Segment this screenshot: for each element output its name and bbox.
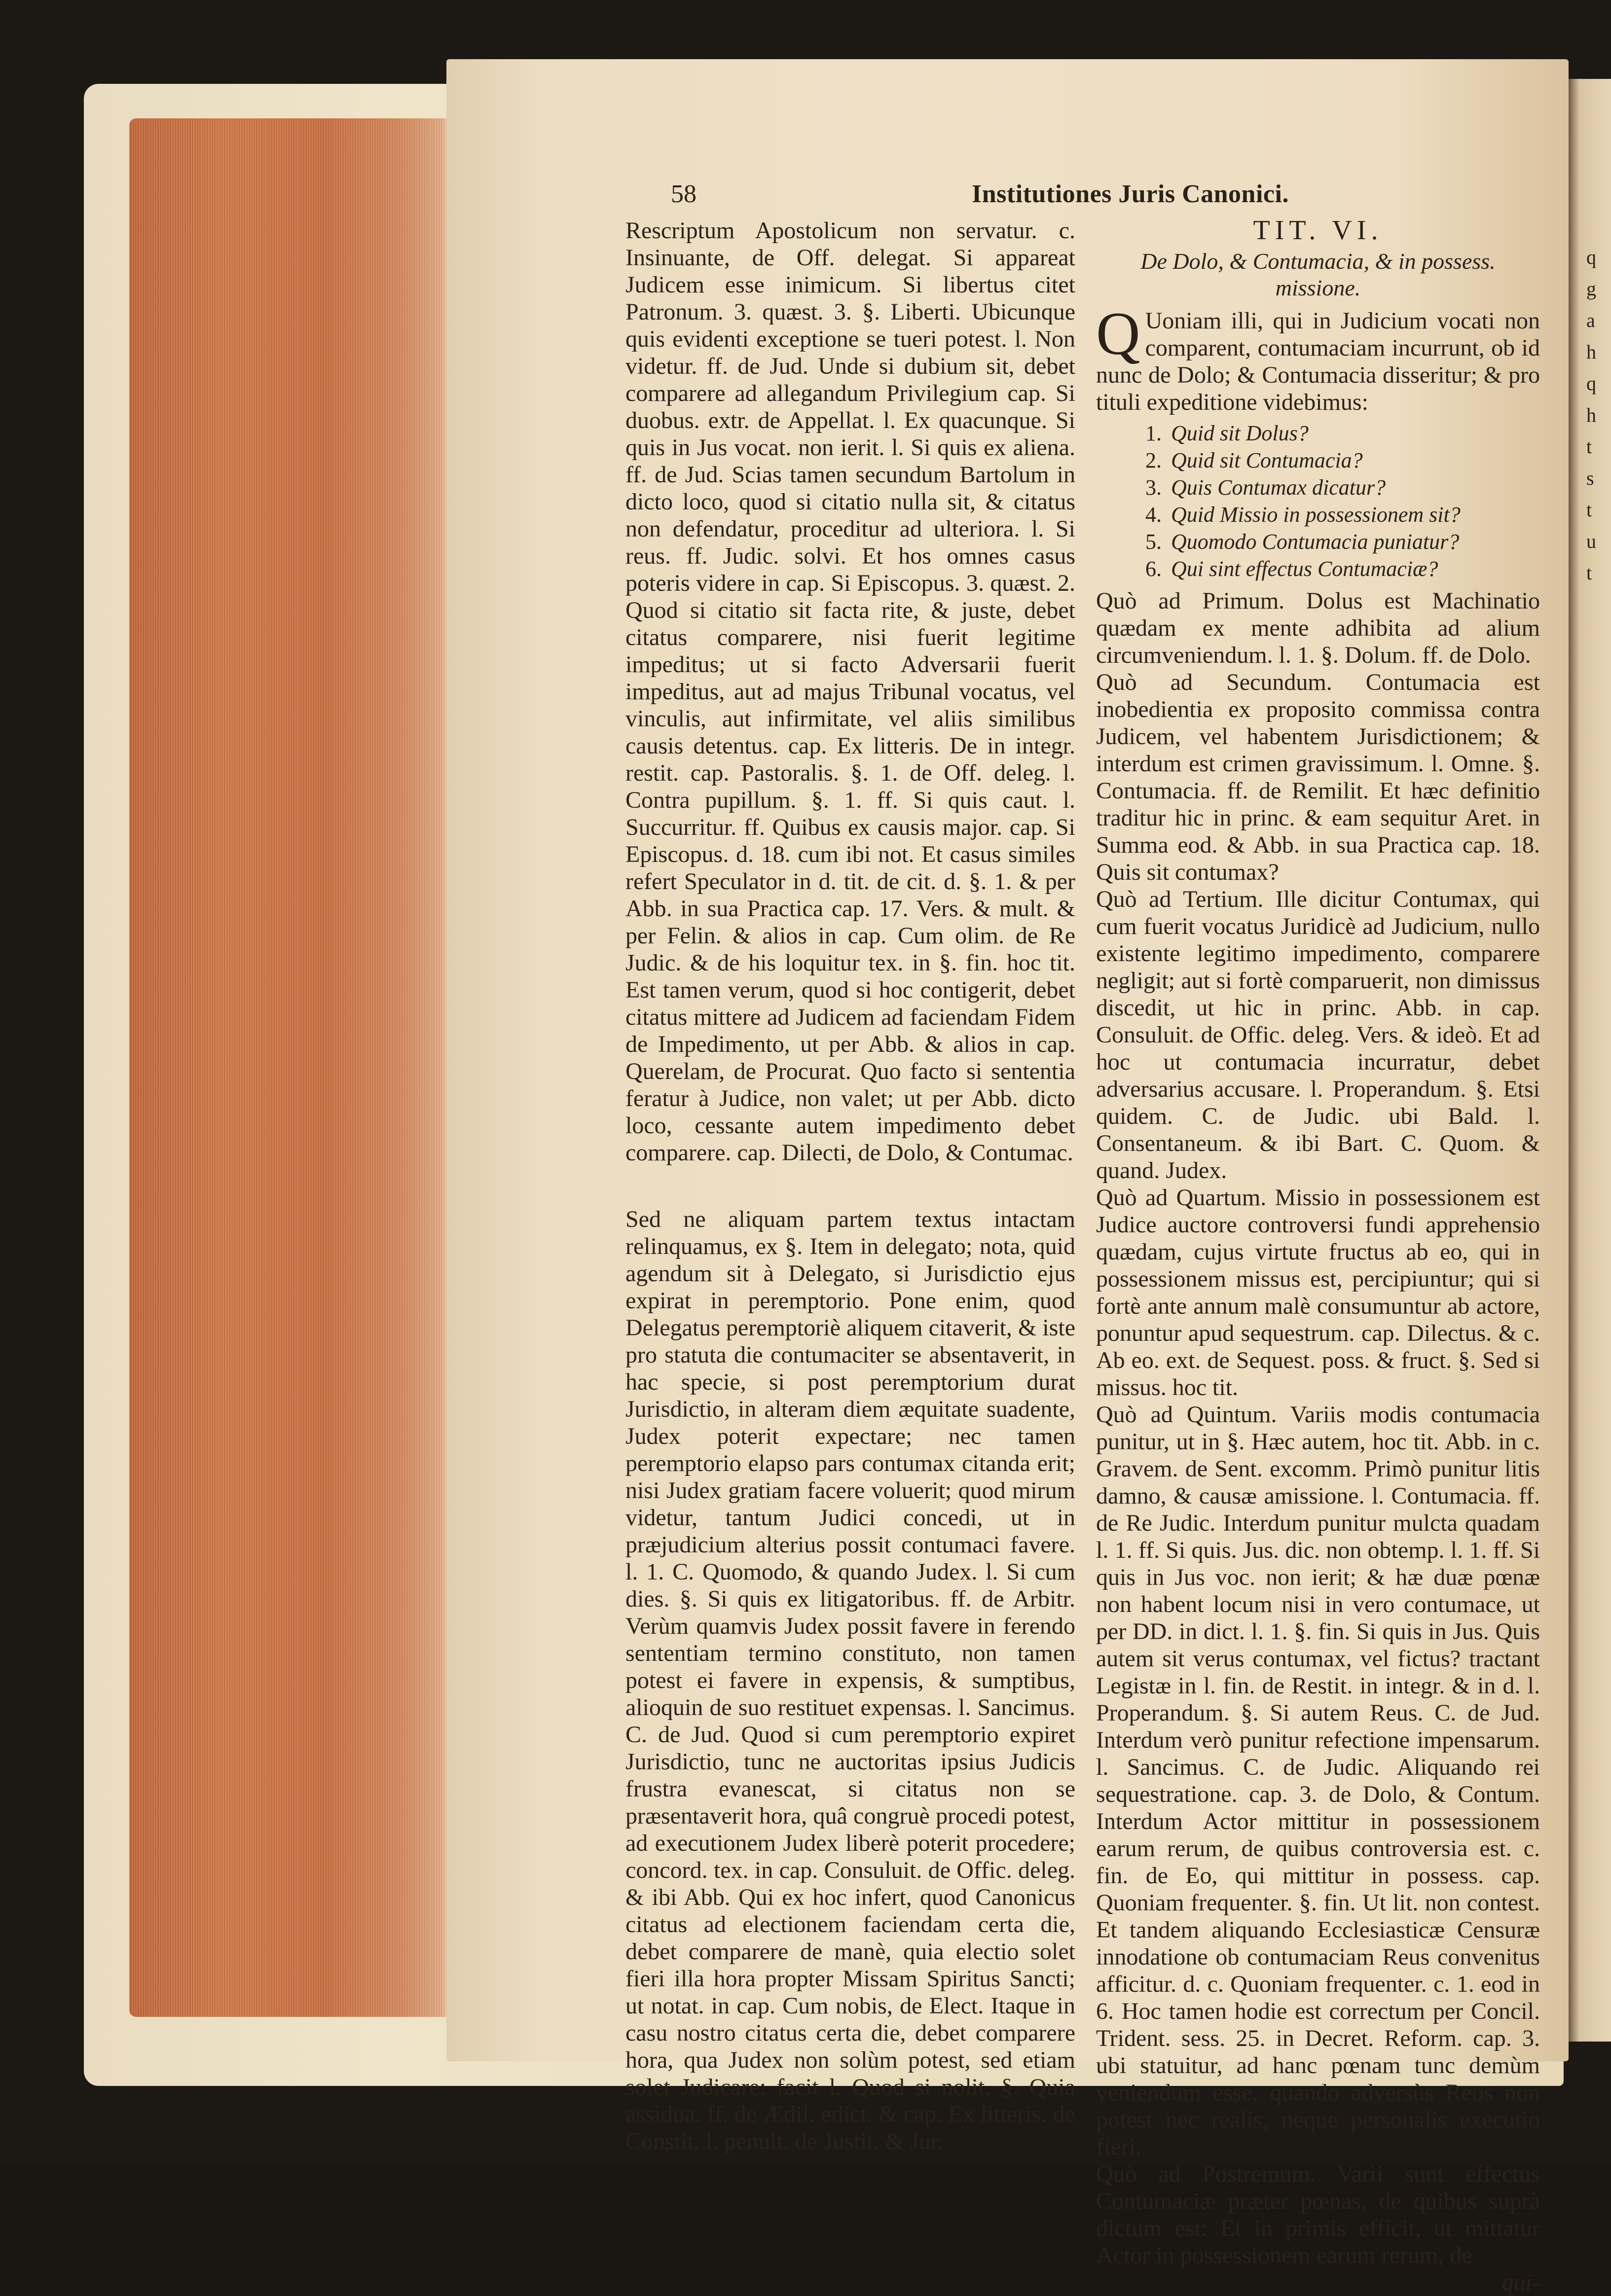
paragraph: Quò ad Quintum. Variis modis contumacia punitur, ut in §. Hæc autem, hoc tit. Abb. in c. Gravem. de Sent. excomm. Primò punitur litis damno, & causæ amissione. l. Contumacia. ff. de Re Judic. Interdum punitur mulcta quadam l. 1. ff. Si quis. Jus. dic. non obtemp. l. 1. ff. Si quis in Jus voc. non ierit; & hæ duæ pœnæ non habent locum nisi in vero contumace, ut per DD. in dict. l. 1. §. fin. Si quis in Jus. Quis autem sit verus contumax, vel fictus? tractant Legistæ in l. fin. de Restit. in integr. & in d. l. Properandum. §. Si autem Reus. C. de Jud. Interdum verò punitur refectione impensarum. l. Sancimus. C. de Judic. Aliquando rei sequestratione. cap. 3. de Dolo, & Contum. Interdum Actor mittitur in possessionem earum rerum, de quibus controversia est. c. fin. de Eo, qui mittitur in possess. cap. Quoniam frequenter. §. fin. Ut lit. non contest. Et tandem aliquando Ecclesiasticæ Censuræ innodatione ob contumaciam Reus convenitus afficitur. d. c. Quoniam frequenter. c. 1. eod in 6. Hoc tamen hodie est correctum per Concil. Trident. sess. 25. in Decret. Reform. cap. 3. ubi statuitur, ad hanc pœnam tunc demùm veniendum esse, quando adversùs Reos non potest nec realis, neque personalis executio fieri. bbox=[1096, 1401, 1540, 2160]
paragraph: Rescriptum Apostolicum non servatur. c. Insinuante, de Off. delegat. Si appareat Judicem esse inimicum. Si libertus citet Patronum. 3. quæst. 3. §. Liberti. Ubicunque quis evidenti exceptione se tueri potest. l. Non videtur. ff. de Jud. Unde si dubium sit, debet comparere ad allegandum Privilegium cap. Si duobus. extr. de Appellat. l. Ex quacunque. Si quis in Jus vocat. non ierit. l. Si quis ex aliena. ff. de Jud. Scias tamen secundum Bartolum in dicto loco, quod si citatio nulla sit, & citatus non defendatur, proceditur ad ulteriora. l. Si reus. ff. Judic. solvi. Et hos omnes casus poteris videre in cap. Si Episcopus. 3. quæst. 2. Quod si citatio sit facta rite, & juste, debet citatus comparere, nisi fuerit legitime impeditus; ut si facto Adversarii fuerit impeditus, aut ad majus Tribunal vocatus, vel vinculis, aut infirmitate, vel aliis similibus causis detentus. cap. Ex litteris. De in integr. restit. cap. Pastoralis. §. 1. de Off. deleg. l. Contra pupillum. §. 1. ff. Si quis caut. l. Succurritur. ff. Quibus ex causis major. cap. Si Episcopus. d. 18. cum ibi not. Et casus similes refert Speculator in d. tit. de cit. d. §. 1. & per Abb. in sua Practica cap. 17. Vers. & mult. & per Felin. & alios in cap. Cum olim. de Re Judic. & de his loquitur tex. in §. fin. hoc tit. Est tamen verum, quod si hoc contigerit, debet citatus mittere ad Judicem ad faciendam Fidem de Impedimento, ut per Abb. & alios in cap. Querelam, de Procurat. Quo facto si sententia feratur à Judice, non valet; ut per Abb. dicto loco, cessante autem impedimento debet comparere. cap. Dilecti, de Dolo, & Contumac. bbox=[625, 217, 1075, 1166]
paragraph: Quò ad Postremum. Varii sunt effectus Contumaciæ præter pœnas, de quibus suprà dictum est: Et in primis efficit, ut mittatur Actor in possessionem earum rerum, de bbox=[1096, 2161, 1540, 2268]
question-number: 2. bbox=[1145, 448, 1162, 472]
question-text: Quid sit Dolus? bbox=[1171, 421, 1309, 445]
question-list bbox=[1096, 420, 1540, 582]
question-text: Quis Contumax dicatur? bbox=[1171, 475, 1386, 500]
question-text: Quid Missio in possessionem sit? bbox=[1171, 502, 1461, 527]
title-heading: TIT. VI. bbox=[1253, 215, 1383, 246]
left-column bbox=[625, 217, 1075, 2155]
question-item bbox=[1145, 528, 1540, 555]
paragraph: Quò ad Tertium. Ille dicitur Contumax, qui cum fuerit vocatus Juridicè ad Judicium, nullo existente legitimo impedimento, comparere negligit; aut si fortè comparuerit, non dimissus discedit, ut hic in princ. Abb. in cap. Consuluit. de Offic. deleg. Vers. & ideò. Et ad hoc ut contumacia incurratur, debet adversarius accusare. l. Properandum. §. Etsi quidem. C. de Judic. ubi Bald. l. Consentaneum. & ibi Bart. C. Quom. & quand. Judex. bbox=[1096, 886, 1540, 1184]
paragraph: Sed ne aliquam partem textus intactam relinquamus, ex §. Item in delegato; nota, quid agendum sit à Delegato, si Jurisdictio ejus expirat in peremptorio. Pone enim, quod Delegatus peremptoriè aliquem citaverit, & iste pro statuta die contumaciter se absentaverit, in hac specie, si post peremptorium durat Jurisdictio, in alteram diem æquitate suadente, Judex poterit expectare; nec tamen peremptorio elapso pars contumax citanda erit; nisi Judex gratiam facere voluerit; quod mirum videtur, tantum Judici concedi, ut in præjudicium alterius possit contumaci favere. l. 1. C. Quomodo, & quando Judex. l. Si cum dies. §. Si quis ex litigatoribus. ff. de Arbitr. Verùm quamvis Judex possit favere in ferendo sententiam termino constituto, non tamen potest ei favere in expensis, & sumptibus, alioquin de suo restituet expensas. l. Sancimus. C. de Jud. Quod si cum peremptorio expiret Jurisdictio, tunc ne auctoritas ipsius Judicis frustra evanescat, si citatus non se præsentaverit hora, quâ congruè procedi potest, ad executionem Judex liberè poterit procedere; concord. tex. in cap. Consuluit. de Offic. deleg. & ibi Abb. Qui ex hoc infert, quod Canonicus citatus ad electionem faciendam certa die, debet comparere de manè, quia electio solet fieri illa hora propter Missam Spiritus Sancti; ut notat. in cap. Cum nobis, de Elect. Itaque in casu nostro citatus certa die, debet comparere hora, qua Judex non solùm potest, sed etiam solet Judicare: facit l. Quod si nolit. §. Quia assidua. ff. de Ædil. edict. & cap. Ex litteris. de Constit. l. penult. de Justit. & Jur. bbox=[625, 1206, 1075, 2154]
adjacent-page-letters: q g a h q h t s t u t bbox=[1586, 246, 1596, 584]
intro-paragraph bbox=[1096, 300, 1540, 416]
question-number: 6. bbox=[1145, 557, 1162, 581]
question-text: Quid sit Contumacia? bbox=[1171, 448, 1363, 472]
page-number: 58 bbox=[671, 180, 696, 208]
question-number: 4. bbox=[1145, 502, 1162, 527]
question-item bbox=[1145, 447, 1540, 474]
question-text: Qui sint effectus Contumaciæ? bbox=[1171, 557, 1438, 581]
paragraph: Quò ad Secundum. Contumacia est inobedientia ex proposito commissa contra Judicem, vel habentem Jurisdictionem; & interdum est crimen gravissimum. l. Omne. §. Contumacia. ff. de Remilit. Et hæc definitio traditur hic in princ. & eam sequitur Aret. in Summa eod. & Abb. in sua Practica cap. 18. Quis sit contumax? bbox=[1096, 669, 1540, 885]
question-number: 1. bbox=[1145, 421, 1162, 445]
question-item bbox=[1145, 501, 1540, 528]
running-title: Institutiones Juris Canonici. bbox=[972, 180, 1289, 208]
question-item bbox=[1145, 420, 1540, 447]
sprinkled-fore-edge bbox=[129, 118, 450, 2017]
paragraph: Quò ad Quartum. Missio in possessionem est Judice auctore controversi fundi apprehensio quædam, cujus virtute fructus ab eo, qui in possessionem missus est, percipiuntur; qui si fortè ante annum malè consumuntur ab actore, ponuntur apud sequestrum. cap. Dilectus. & c. Ab eo. ext. de Sequest. poss. & fruct. §. Sed si missus. hoc tit. bbox=[1096, 1184, 1540, 1400]
catchword: qui- bbox=[1501, 2269, 1540, 2296]
paragraph: Quò ad Primum. Dolus est Machinatio quædam ex mente adhibita ad alium circumveniendum. l. 1. §. Dolum. ff. de Dolo. bbox=[1096, 588, 1540, 668]
question-text: Quomodo Contumacia puniatur? bbox=[1171, 530, 1460, 554]
question-item bbox=[1145, 474, 1540, 501]
right-column bbox=[1096, 217, 1540, 2296]
drop-cap: Q bbox=[1096, 300, 1140, 367]
question-number: 3. bbox=[1145, 475, 1162, 500]
question-item bbox=[1145, 555, 1540, 582]
question-number: 5. bbox=[1145, 530, 1162, 554]
title-subtitle: De Dolo, & Contumacia, & in possess. missione. bbox=[1140, 249, 1496, 300]
paragraph-gap bbox=[625, 1166, 1075, 1206]
intro-text: Uoniam illi, qui in Judicium vocati non comparent, contumaciam incurrunt, ob id nunc de Dolo; & Contumacia disseritur; & pro tituli expeditione videbimus: bbox=[1096, 308, 1540, 415]
adjacent-page-edge bbox=[1569, 79, 1611, 2042]
